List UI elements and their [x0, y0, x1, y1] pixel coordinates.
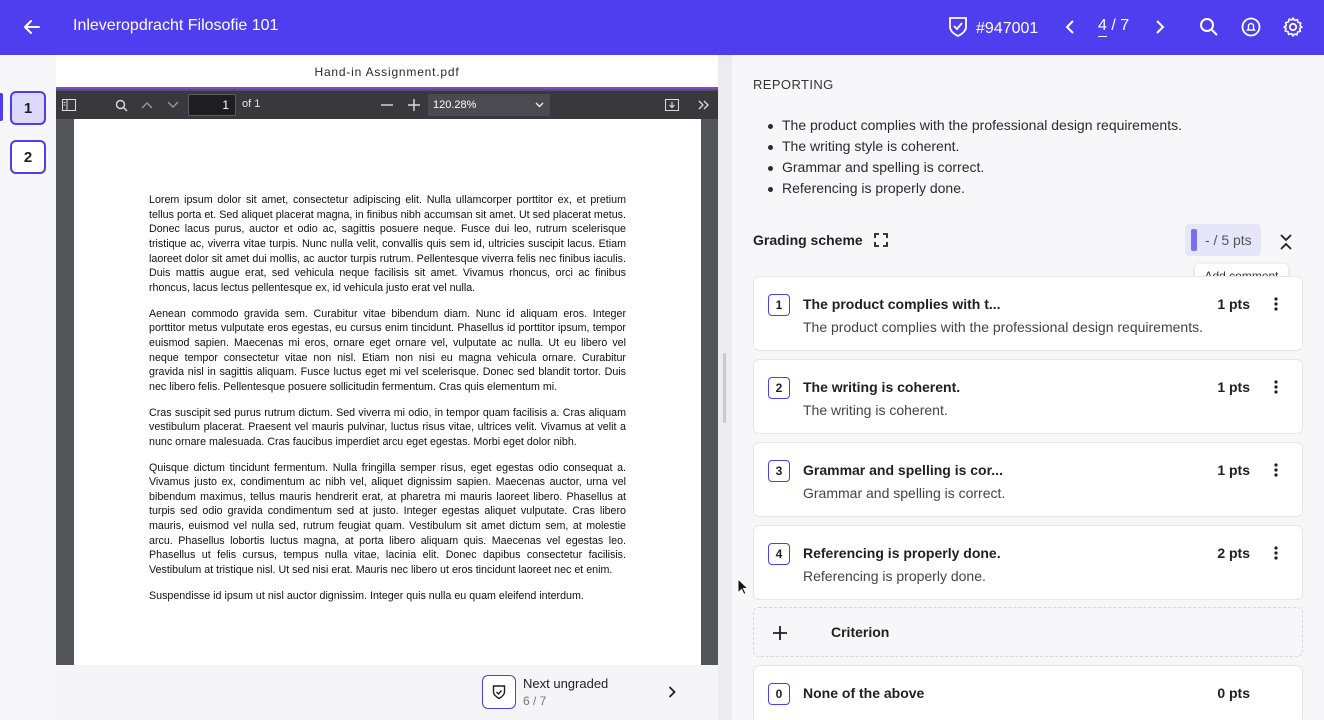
- criterion-points: 2 pts: [1217, 545, 1250, 561]
- pdf-paragraph: Lorem ipsum dolor sit amet, consectetur adipiscing elit. Nulla ullamcorper porttitor ex, et pretium tellus porta et. Sed aliquet placerat magna, in finibus nibh accumsan sit amet. Ut sed placerat metus. Donec lacus purus, auctor et odio ac, sagittis posuere neque. Fusce dui leo, rutrum scelerisque tristique ac, viverra vitae turpis. Nunc nulla velit, convallis quis sem id, ultricies suscipit lacus. Etiam laoreet dolor sit amet dui mollis, ac auctor turpis rutrum. Pellentesque viverra felis nec finibus iaculis. Duis mattis augue erat, sed vehicula neque facilisis sit amet. Vivamus rhoncus, orci ac finibus rhoncus, lacus lectus pellentesque ex, id vehicula justo erat vel nulla.: [149, 194, 626, 294]
- page-button-1[interactable]: 1: [10, 91, 46, 125]
- list-item: Referencing is properly done.: [768, 178, 1182, 199]
- shield-check-icon: [948, 15, 968, 42]
- criterion-title: Grammar and spelling is cor...: [803, 462, 1003, 478]
- pdf-viewer: [56, 55, 718, 665]
- criterion-points: 1 pts: [1217, 379, 1250, 395]
- reporting-title: REPORTING: [753, 77, 834, 92]
- criterion-number: 2: [768, 377, 790, 399]
- add-criterion-button[interactable]: [753, 607, 1303, 657]
- more-tools-icon[interactable]: [695, 96, 713, 114]
- pdf-page-input[interactable]: 1: [188, 94, 236, 116]
- criterion-points: 0 pts: [1217, 685, 1250, 701]
- pdf-paragraph: Cras suscipit sed purus rutrum dictum. Sed viverra mi odio, in tempor quam facilisis a. Cras aliquam vestibulum placerat. Praesent vel mauris pulvinar, luctus risus vitae, ultrices velit. Vivamus at velit a nunc ornare malesuada. Cras faucibus imperdiet arcu eget egestas. Morbi eget dolor nibh.: [149, 406, 626, 448]
- list-item: Grammar and spelling is correct.: [768, 157, 1182, 178]
- pdf-text: [149, 193, 626, 614]
- cursor-icon: [737, 578, 749, 596]
- assignment-title: Inleveropdracht Filosofie 101: [73, 17, 279, 34]
- next-ungraded-label[interactable]: Next ungraded: [523, 676, 609, 691]
- pdf-prev-page-icon[interactable]: [138, 96, 156, 114]
- plus-icon: [770, 623, 790, 643]
- criterion-description: Referencing is properly done.: [803, 568, 986, 584]
- zoom-out-icon[interactable]: [378, 96, 396, 114]
- kebab-icon[interactable]: [1268, 295, 1284, 313]
- criterion-title: The product complies with t...: [803, 296, 1001, 312]
- pager-current[interactable]: 4: [1098, 17, 1107, 37]
- chevron-left-icon[interactable]: [1060, 16, 1080, 38]
- criterion-description: Grammar and spelling is correct.: [803, 485, 1006, 501]
- pdf-page-count: of 1: [242, 98, 261, 110]
- add-criterion-label: Criterion: [831, 624, 890, 640]
- total-score-text: - / 5 pts: [1205, 232, 1252, 248]
- kebab-icon[interactable]: [1268, 461, 1284, 479]
- criterion-number: 1: [768, 294, 790, 316]
- gear-icon[interactable]: [1281, 15, 1305, 39]
- pdf-paragraph: Quisque dictum tincidunt fermentum. Nulla fringilla semper risus, eget egestas odio consequat a. Vivamus justo ex, condimentum ac nibh vel, aliquet dignissim sapien. Maecenas auctor, urna vel bibendum maximus, tellus mauris hendrerit erat, at pharetra mi mauris laoreet libero. Phasellus at turpis sed odio gravida condimentum sed at justo. Integer egestas aliquet vulputate. Cras libero mauris, euismod vel nulla sed, rutrum feugiat quam. Vestibulum sit amet dictum sem, at molestie arcu. Phasellus lobortis luctus magna, at porta libero aliquam quis. Maecenas vel egestas leo. Phasellus ut felis cursus, tempus nulla vitae, lacinia elit. Donec dapibus consectetur facilisis. Vestibulum at tristique nisl. Ut sed nisi erat. Mauris nec libero ut eros tincidunt laoreet nec et enim.: [149, 461, 626, 577]
- expand-icon[interactable]: [872, 231, 890, 249]
- criterion-description: The product complies with the professional design requirements.: [803, 319, 1203, 335]
- collapse-icon[interactable]: [1275, 231, 1297, 253]
- chevron-right-icon[interactable]: [662, 682, 682, 702]
- kebab-icon[interactable]: [1268, 544, 1284, 562]
- criterion-title: The writing is coherent.: [803, 379, 961, 395]
- search-icon[interactable]: [1197, 15, 1221, 39]
- pager-total: / 7: [1106, 17, 1130, 34]
- criterion-description: The writing is coherent.: [803, 402, 948, 418]
- page-strip: [0, 55, 56, 720]
- panel-divider[interactable]: [718, 55, 732, 720]
- page-button-2[interactable]: 2: [10, 140, 46, 174]
- grading-panel: [732, 55, 1324, 720]
- criterion-number: 4: [768, 543, 790, 565]
- active-page-marker: [0, 93, 3, 121]
- score-indicator: [1191, 229, 1197, 251]
- back-arrow-icon[interactable]: [20, 15, 44, 39]
- total-score[interactable]: [1185, 224, 1261, 256]
- kebab-icon[interactable]: [1268, 378, 1284, 396]
- pdf-page: [74, 119, 701, 665]
- grading-scheme-title: Grading scheme: [753, 232, 863, 248]
- zoom-value: 120.28%: [433, 99, 477, 111]
- sidebar-toggle-icon[interactable]: [60, 96, 78, 114]
- pdf-toolbar: [56, 91, 718, 119]
- criterion-card[interactable]: [753, 525, 1303, 600]
- none-of-the-above-card[interactable]: [753, 665, 1303, 720]
- next-ungraded-bar: [56, 665, 718, 720]
- pdf-next-page-icon[interactable]: [164, 96, 182, 114]
- list-item: The writing style is coherent.: [768, 136, 1182, 157]
- pdf-paragraph: Aenean commodo gravida sem. Curabitur vitae bibendum diam. Nunc id aliquam eros. Integer porttitor metus vulputate eros egestas, eu cursus enim tincidunt. Phasellus id porttitor ipsum, tempor euismod sapien. Maecenas mi eros, ornare eget ornare vel, vulputate ac nulla. Ut eu libero vel neque tempor consectetur vitae non nisl. Etiam non nisi eu magna vehicula ornare. Curabitur gravida nisl in sagittis aliquam. Fusce luctus eget mi vel scelerisque. Donec sed blandit tortor. Duis nec libero felis. Pellentesque posuere sollicitudin fermentum. Cras quis elementum mi.: [149, 307, 626, 393]
- resize-handle[interactable]: [723, 353, 726, 423]
- chevron-right-icon[interactable]: [1150, 16, 1170, 38]
- criterion-number: 3: [768, 460, 790, 482]
- criterion-points: 1 pts: [1217, 296, 1250, 312]
- submission-id: [948, 15, 1038, 42]
- criterion-card[interactable]: [753, 442, 1303, 517]
- chevron-down-icon: [535, 94, 544, 116]
- reporting-list: [768, 115, 1182, 199]
- criterion-card[interactable]: [753, 359, 1303, 434]
- criterion-number: 0: [768, 683, 790, 705]
- top-bar: [0, 0, 1324, 55]
- bell-icon[interactable]: [1239, 15, 1263, 39]
- pdf-paragraph: Suspendisse id ipsum ut nisl auctor dignissim. Integer quis nulla eu quam eleifend interdum.: [149, 589, 584, 602]
- pdf-filename: Hand-in Assignment.pdf: [56, 55, 718, 89]
- zoom-select[interactable]: [428, 94, 550, 116]
- next-ungraded-count: 6 / 7: [523, 694, 547, 708]
- list-item: The product complies with the professional design requirements.: [768, 115, 1182, 136]
- zoom-in-icon[interactable]: [405, 96, 423, 114]
- pdf-search-icon[interactable]: [112, 96, 130, 114]
- download-icon[interactable]: [663, 96, 681, 114]
- criterion-points: 1 pts: [1217, 462, 1250, 478]
- pager: [1098, 17, 1129, 35]
- submission-id-text: #947001: [976, 19, 1039, 37]
- criterion-title: None of the above: [803, 685, 925, 701]
- shield-check-icon[interactable]: [482, 675, 516, 709]
- criterion-card[interactable]: [753, 276, 1303, 351]
- criterion-title: Referencing is properly done.: [803, 545, 1001, 561]
